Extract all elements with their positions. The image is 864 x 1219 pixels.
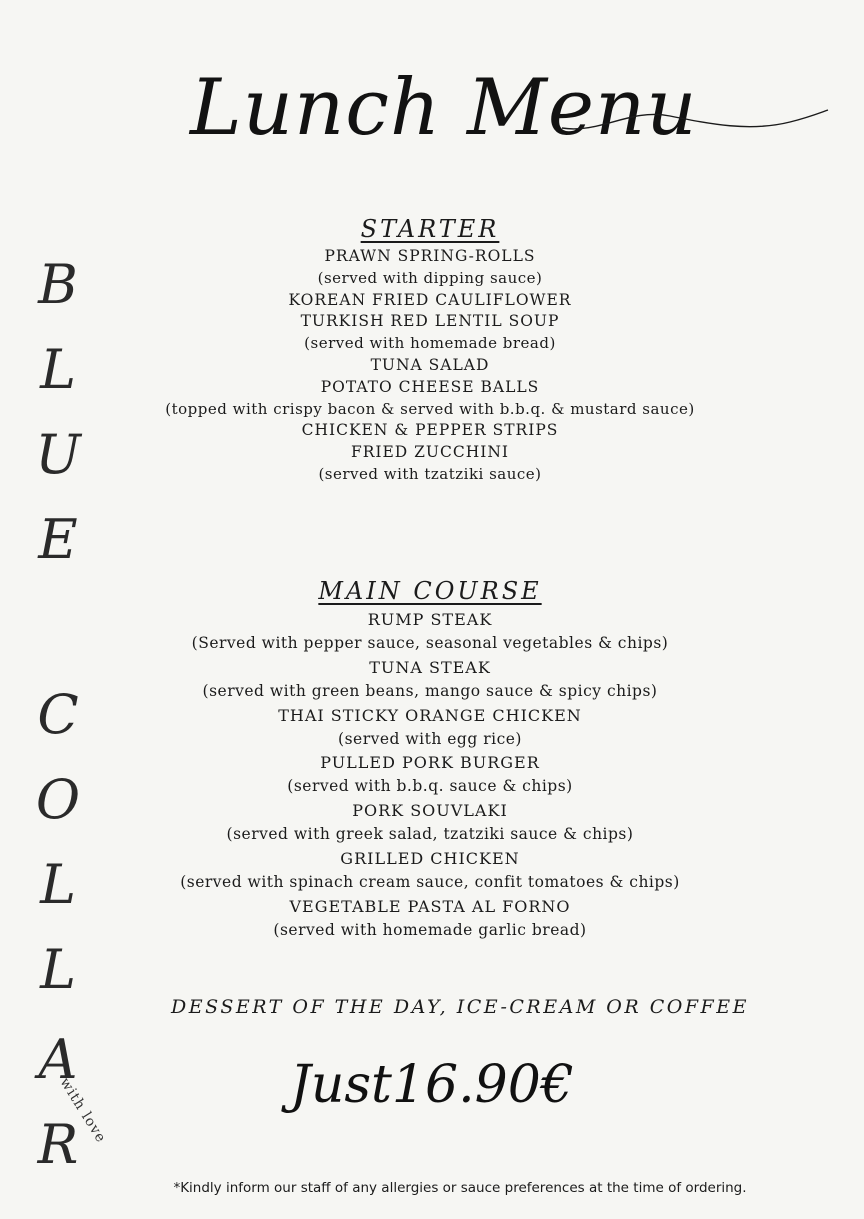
menu-item-description: (served with tzatziki sauce) xyxy=(318,464,542,483)
brand-letter: B xyxy=(38,253,78,316)
brand-letter: L xyxy=(40,853,76,916)
brand-letter: A xyxy=(38,1028,78,1091)
menu-price: Just16.90€ xyxy=(290,1055,574,1115)
menu-item-description: (served with b.b.q. sauce & chips) xyxy=(287,777,573,796)
menu-item-name: RUMP STEAK xyxy=(367,610,493,629)
menu-item-name: CHICKEN & PEPPER STRIPS xyxy=(301,421,559,440)
brand-letter: O xyxy=(35,768,81,831)
brand-letter: E xyxy=(38,508,78,571)
menu-item-name: POTATO CHEESE BALLS xyxy=(320,377,540,396)
menu-item-name: KOREAN FRIED CAULIFLOWER xyxy=(288,290,572,309)
menu-item-description: (served with homemade bread) xyxy=(304,334,556,353)
menu-item-name: TUNA STEAK xyxy=(369,657,491,677)
starter-section xyxy=(130,214,730,486)
menu-item-name: PULLED PORK BURGER xyxy=(320,753,540,773)
starter-heading: STARTER xyxy=(360,215,500,243)
menu-item-name: VEGETABLE PASTA AL FORNO xyxy=(289,896,571,916)
title-swash-flourish xyxy=(560,98,830,138)
menu-item-description: (served with greek salad, tzatziki sauce & chips) xyxy=(226,825,634,844)
menu-item-description: (topped with crispy bacon & served with b.b.q. & mustard sauce) xyxy=(165,399,695,418)
dessert-line: DESSERT OF THE DAY, ICE-CREAM OR COFFEE xyxy=(171,996,749,1018)
brand-vertical-wordmark xyxy=(28,255,98,1185)
menu-item-description: (served with spinach cream sauce, confit tomatoes & chips) xyxy=(180,872,680,891)
menu-item-name: TURKISH RED LENTIL SOUP xyxy=(300,312,560,331)
main-course-list xyxy=(130,608,730,943)
menu-title: Lunch Menu xyxy=(190,63,698,153)
main-course-heading: MAIN COURSE xyxy=(318,577,542,605)
menu-item-description: (served with egg rice) xyxy=(338,729,522,748)
menu-item-description: (Served with pepper sauce, seasonal vegetables & chips) xyxy=(191,633,669,652)
menu-item-name: PRAWN SPRING-ROLLS xyxy=(324,247,536,265)
brand-tagline: with love xyxy=(56,1075,110,1146)
menu-item-name: PORK SOUVLAKI xyxy=(352,801,508,821)
brand-letter: R xyxy=(37,1113,79,1176)
brand-letter: U xyxy=(35,423,81,486)
brand-letter: L xyxy=(40,338,76,401)
main-course-section xyxy=(130,576,730,943)
menu-item-description: (served with homemade garlic bread) xyxy=(273,920,587,939)
starter-list xyxy=(130,246,730,486)
menu-item-name: TUNA SALAD xyxy=(370,355,490,374)
brand-letter: L xyxy=(40,938,76,1001)
menu-item-description: (served with dipping sauce) xyxy=(317,268,543,287)
brand-letter: C xyxy=(37,683,79,746)
menu-item-name: GRILLED CHICKEN xyxy=(340,849,520,869)
menu-item-description: (served with green beans, mango sauce & spicy chips) xyxy=(202,681,658,700)
menu-item-name: FRIED ZUCCHINI xyxy=(350,443,510,462)
allergy-footnote: *Kindly inform our staff of any allergies or sauce preferences at the time of ordering. xyxy=(173,1180,747,1196)
menu-item-name: THAI STICKY ORANGE CHICKEN xyxy=(278,705,582,725)
